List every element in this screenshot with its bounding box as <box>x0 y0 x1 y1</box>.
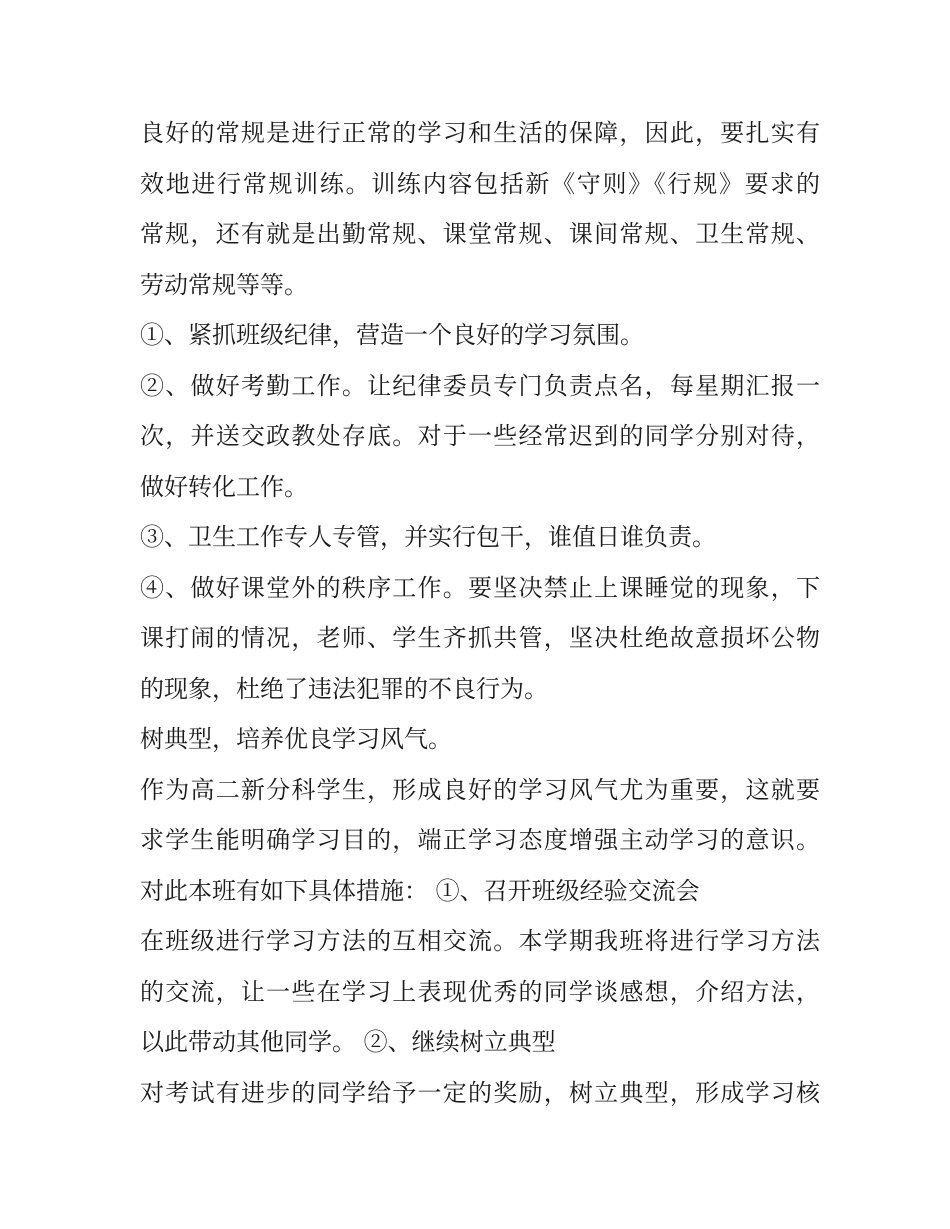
paragraph-line: 以此带动其他同学。 ②、继续树立典型 <box>140 1028 556 1056</box>
paragraph-line: 对考试有进步的同学给予一定的奖励，树立典型，形成学习核 <box>140 1078 820 1107</box>
paragraph-line: 常规，还有就是出勤常规、课堂常规、课间常规、卫生常规、 <box>140 220 820 248</box>
paragraph-line: 效地进行常规训练。训练内容包括新《守则》《行规》要求的 <box>140 169 820 198</box>
paragraph-line: ②、做好考勤工作。让纪律委员专门负责点名，每星期汇报一 <box>140 371 820 400</box>
paragraph-line: 求学生能明确学习目的，端正学习态度增强主动学习的意识。 <box>140 826 820 854</box>
paragraph-line: ④、做好课堂外的秩序工作。要坚决禁止上课睡觉的现象，下 <box>140 573 820 602</box>
paragraph-line: ①、紧抓班级纪律，营造一个良好的学习氛围。 <box>140 321 644 349</box>
paragraph-line: 作为高二新分科学生，形成良好的学习风气尤为重要，这就要 <box>140 775 820 804</box>
paragraph-line: 的交流，让一些在学习上表现优秀的同学谈感想，介绍方法， <box>140 977 820 1006</box>
paragraph-line: 的现象，杜绝了违法犯罪的不良行为。 <box>140 674 548 703</box>
paragraph-line: 劳动常规等等。 <box>140 270 308 299</box>
paragraph-line: 次，并送交政教处存底。对于一些经常迟到的同学分别对待， <box>140 422 820 450</box>
paragraph-line: 良好的常规是进行正常的学习和生活的保障，因此，要扎实有 <box>140 119 820 147</box>
document-body <box>140 108 820 1118</box>
paragraph-line: 做好转化工作。 <box>140 472 308 501</box>
paragraph-line: 对此本班有如下具体措施： ①、召开班级经验交流会 <box>140 876 700 905</box>
paragraph-line: ③、卫生工作专人专管，并实行包干，谁值日谁负责。 <box>140 523 716 551</box>
paragraph-line: 课打闹的情况，老师、学生齐抓共管，坚决杜绝故意损坏公物 <box>140 624 820 652</box>
paragraph-line: 在班级进行学习方法的互相交流。本学期我班将进行学习方法 <box>140 927 820 955</box>
paragraph-line: 树典型，培养优良学习风气。 <box>140 725 452 753</box>
